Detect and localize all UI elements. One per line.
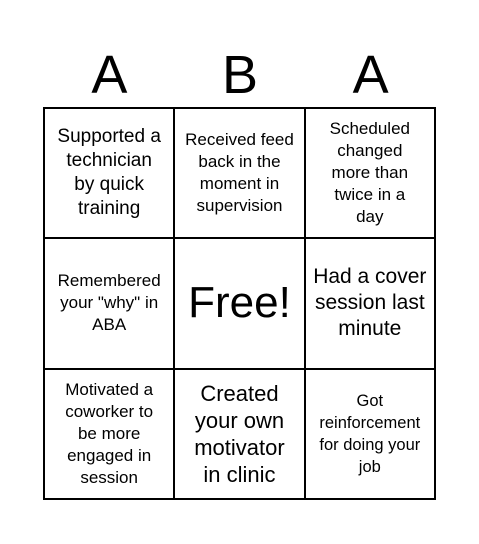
cell-text: Created your own motivator in clinic [194,380,285,487]
cell-text: Scheduled changed more than twice in a day [329,119,410,227]
cell-text: Received feed back in the moment in supervision [185,130,294,216]
bingo-cell-r1c3[interactable] [305,108,435,238]
bingo-header [44,44,436,106]
cell-text: Supported a technician by quick training [57,126,161,220]
bingo-grid [43,107,436,500]
bingo-cell-r2c1[interactable] [44,238,174,368]
free-space-cell[interactable] [174,238,304,368]
bingo-cell-r3c1[interactable] [44,369,174,499]
header-letter-1: A [91,45,128,105]
bingo-cell-r3c2[interactable] [174,369,304,499]
cell-text: Got reinforcement for doing your job [319,391,421,476]
header-letter-2: B [221,45,258,105]
cell-text: Remembered your "why" in ABA [57,271,161,335]
cell-text: Had a cover session last minute [313,265,427,341]
header-letter-3: A [352,45,389,105]
bingo-cell-r3c3[interactable] [305,369,435,499]
bingo-cell-r2c3[interactable] [305,238,435,368]
bingo-cell-r1c1[interactable] [44,108,174,238]
free-space-text: Free! [188,278,291,328]
cell-text: Motivated a coworker to be more engaged in session [65,379,154,487]
bingo-cell-r1c2[interactable] [174,108,304,238]
